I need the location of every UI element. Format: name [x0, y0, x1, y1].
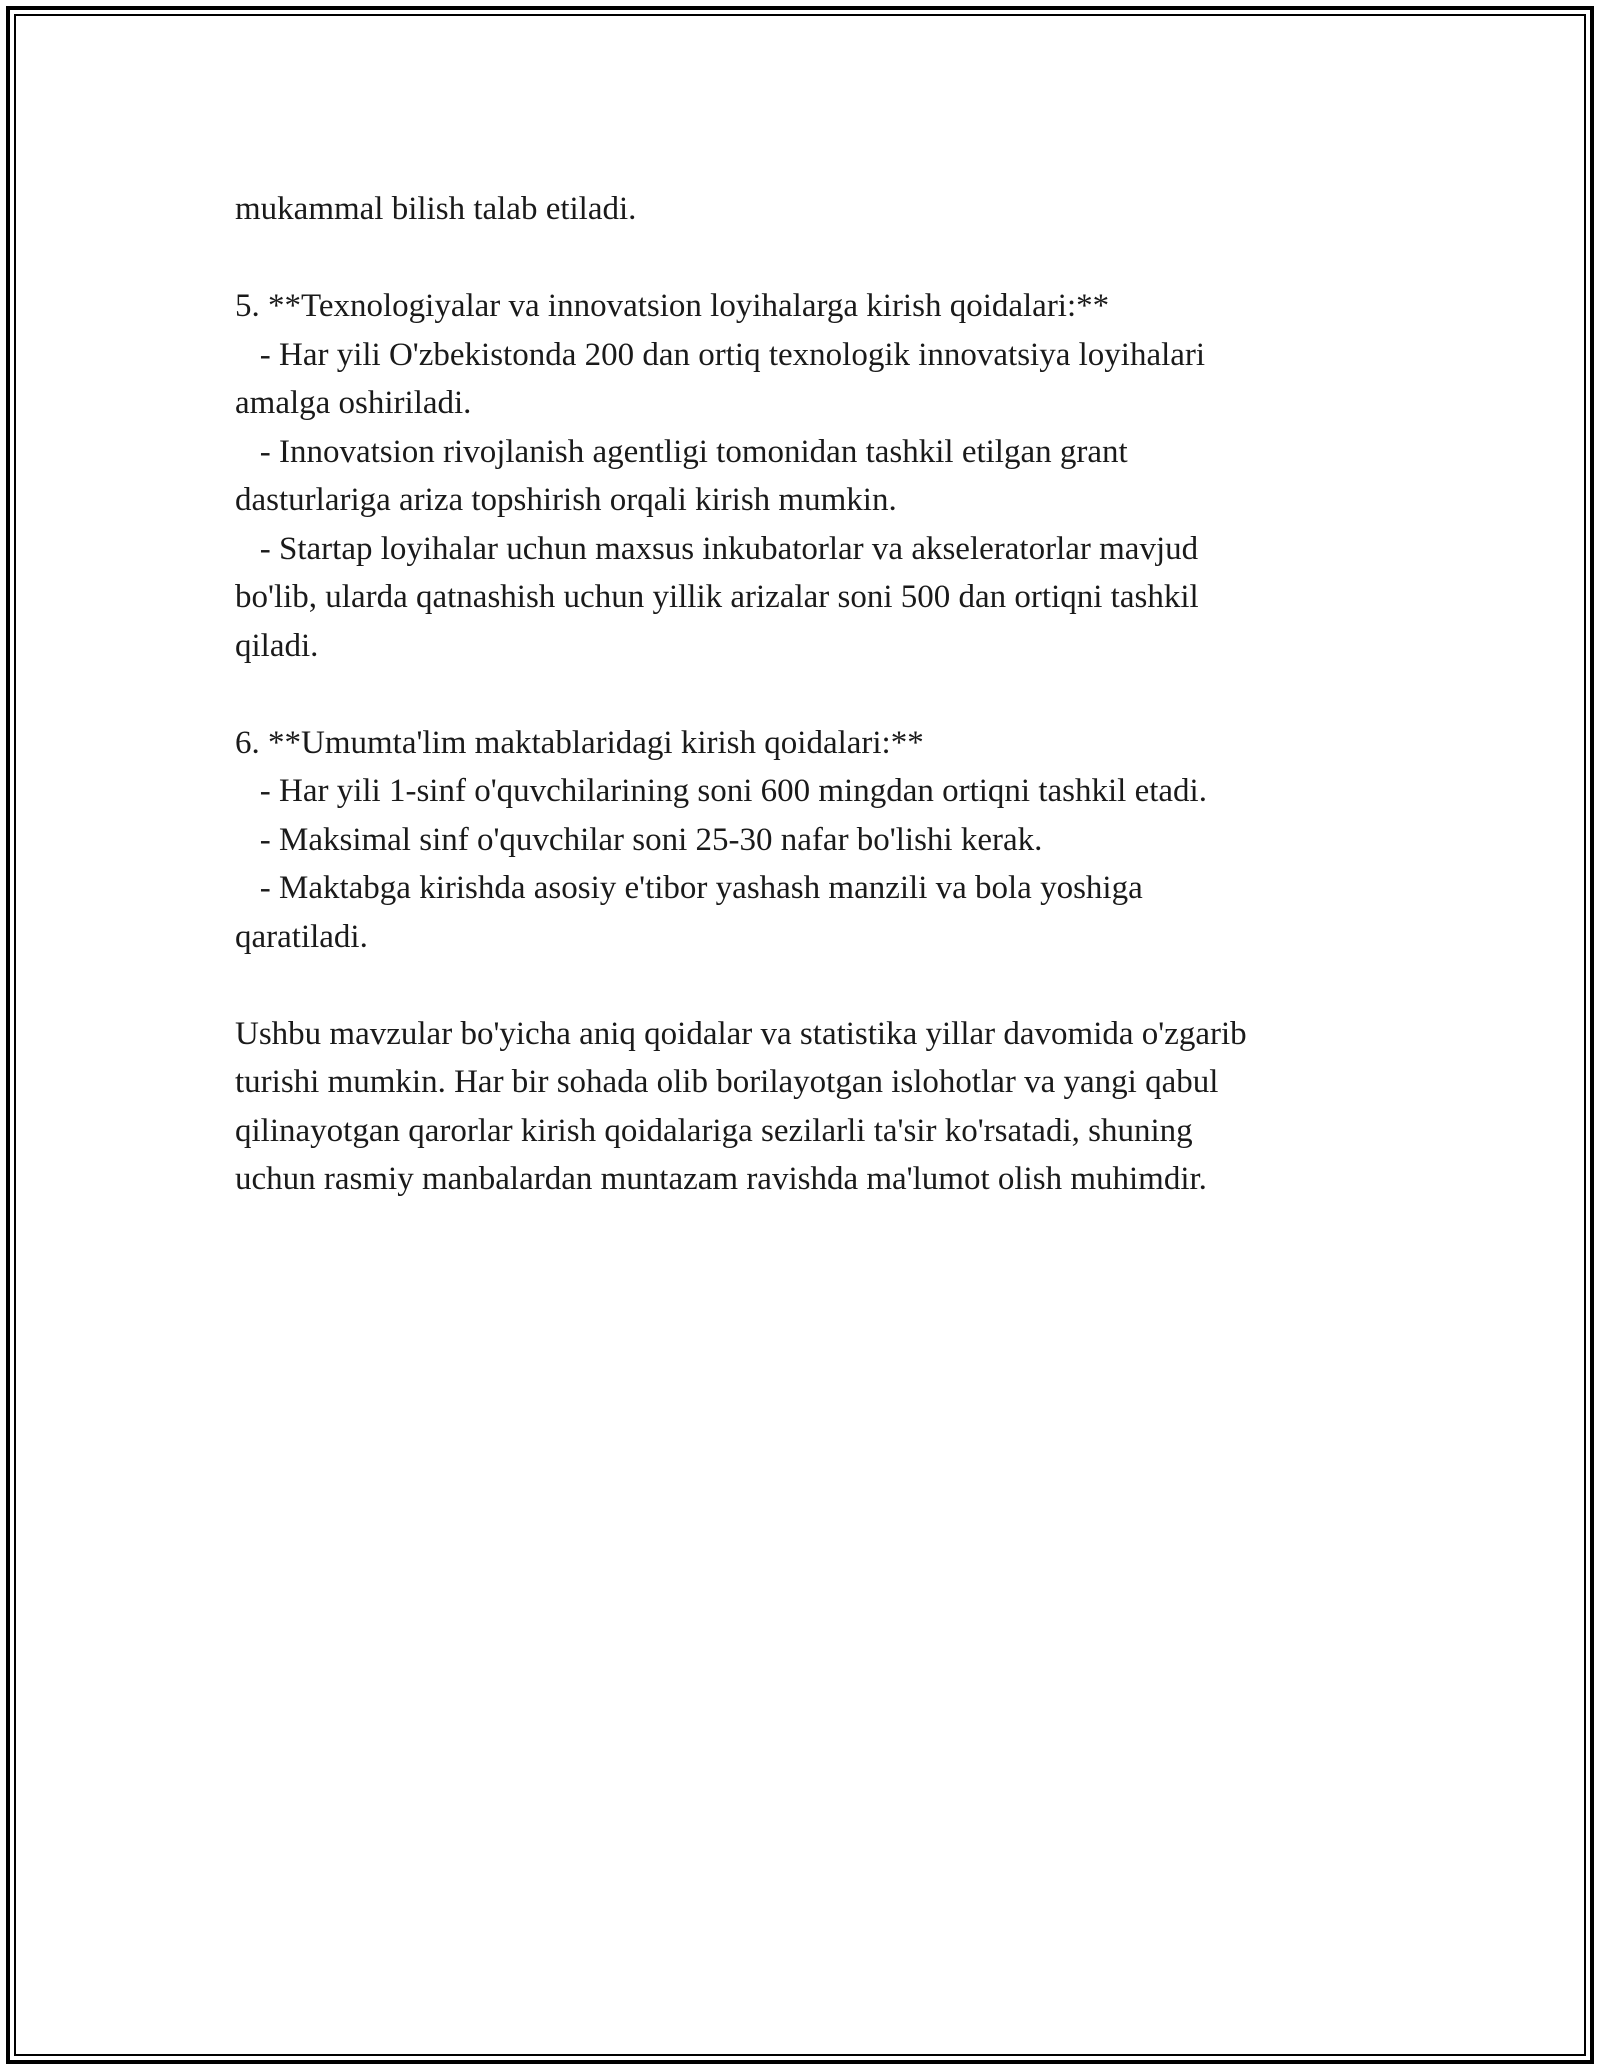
text-line: dasturlariga ariza topshirish orqali kirish mumkin. [235, 482, 897, 518]
paragraph-gap [235, 670, 1375, 719]
section-heading: 6. **Umumta'lim maktablaridagi kirish qoidalari:** [235, 724, 924, 761]
text-line: bo'lib, ularda qatnashish uchun yillik arizalar soni 500 dan ortiqni tashkil [235, 579, 1199, 615]
text-line: qilinayotgan qarorlar kirish qoidalariga sezilarli ta'sir ko'rsatadi, shuning [235, 1112, 1193, 1149]
text-line: - Startap loyihalar uchun maxsus inkubatorlar va akseleratorlar mavjud [235, 530, 1199, 567]
text-line: uchun rasmiy manbalardan muntazam ravishda ma'lumot olish muhimdir. [235, 1161, 1207, 1197]
text-line: mukammal bilish talab etiladi. [235, 191, 637, 227]
text-line: qaratiladi. [235, 918, 368, 955]
paragraph-gap [235, 234, 1375, 283]
text-line: - Har yili 1-sinf o'quvchilarining soni 600 mingdan ortiqni tashkil etadi. [235, 773, 1207, 809]
section-heading: 5. **Texnologiyalar va innovatsion loyihalarga kirish qoidalari:** [235, 288, 1110, 324]
text-line: - Maksimal sinf o'quvchilar soni 25-30 nafar bo'lishi kerak. [235, 821, 1043, 858]
text-line: turishi mumkin. Har bir sohada olib borilayotgan islohotlar va yangi qabul [235, 1064, 1219, 1100]
text-line: - Har yili O'zbekistonda 200 dan ortiq texnologik innovatsiya loyihalari [235, 336, 1206, 373]
document-body [235, 185, 1375, 1204]
text-line: - Innovatsion rivojlanish agentligi tomonidan tashkil etilgan grant [235, 433, 1128, 470]
text-line: - Maktabga kirishda asosiy e'tibor yashash manzili va bola yoshiga [235, 870, 1143, 906]
text-line: amalga oshiriladi. [235, 385, 472, 421]
text-line: Ushbu mavzular bo'yicha aniq qoidalar va statistika yillar davomida o'zgarib [235, 1015, 1247, 1052]
text-line: qiladi. [235, 627, 319, 664]
paragraph-gap [235, 961, 1375, 1010]
